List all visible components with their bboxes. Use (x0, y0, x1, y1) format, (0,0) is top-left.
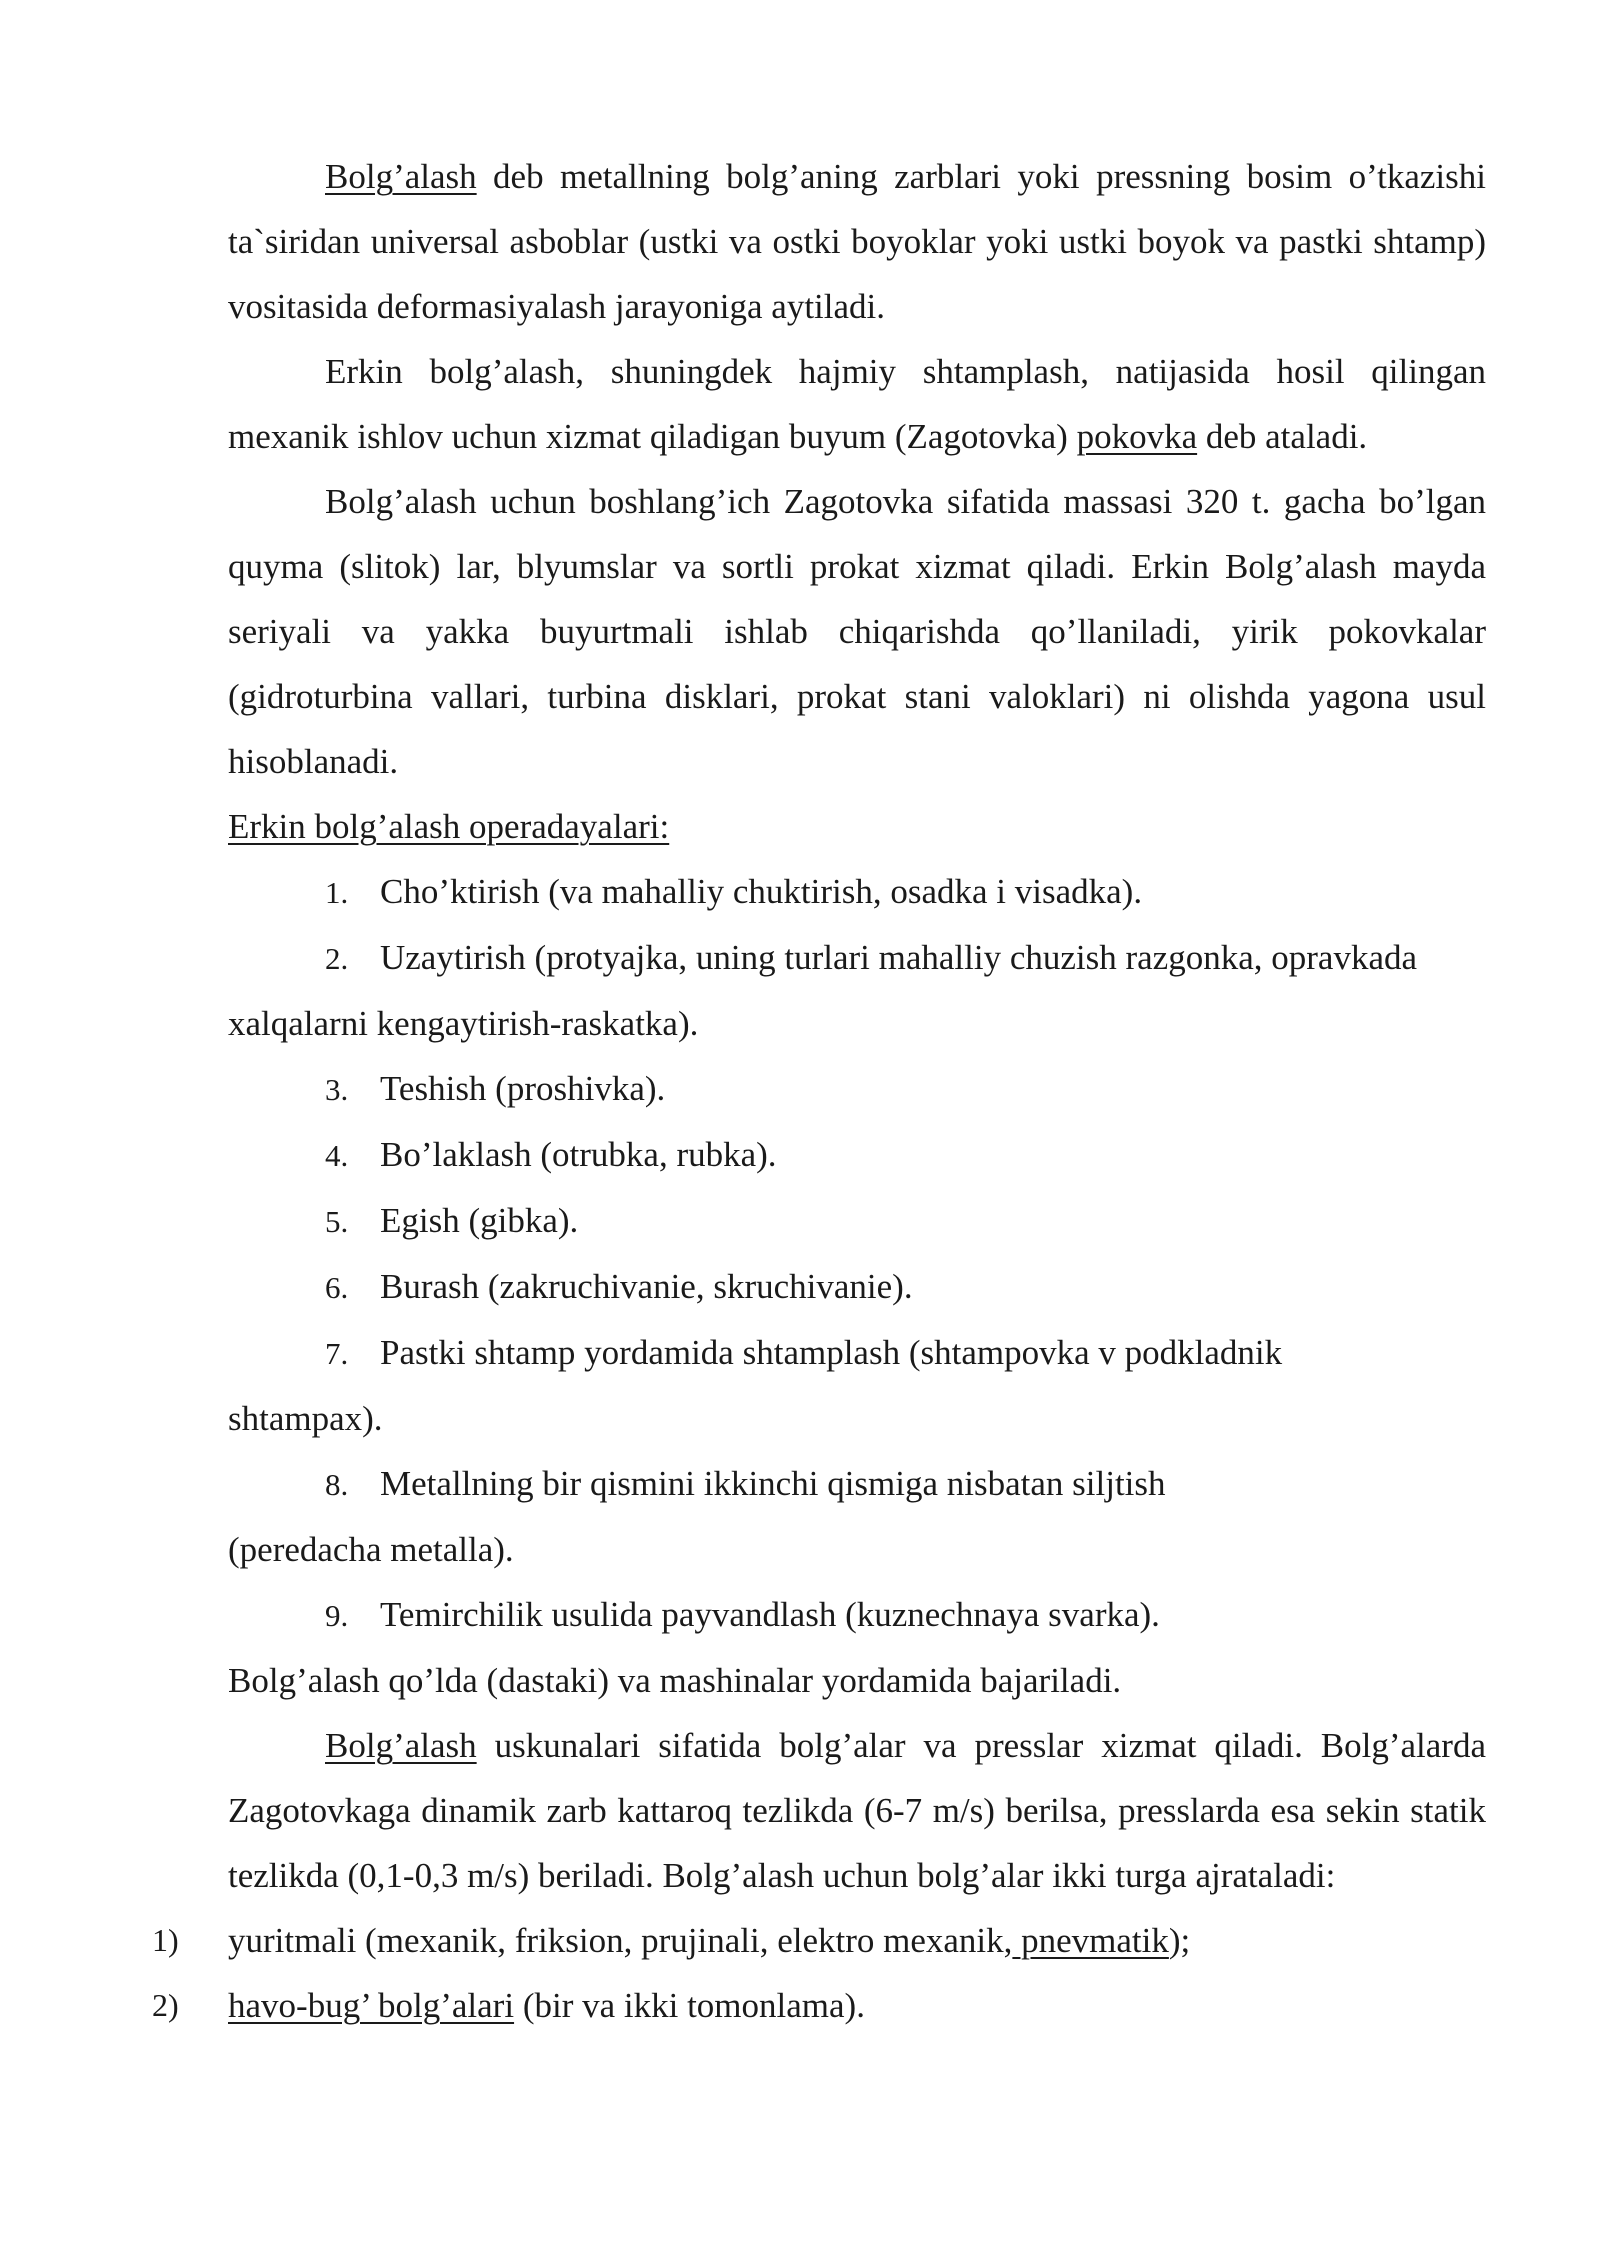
operation-text-continued: xalqalarni kengaytirish-raskatka). (228, 1004, 699, 1043)
paragraph-pokovka (228, 339, 1486, 469)
paragraph-methods: Bolg’alash qo’lda (dastaki) va mashinalar yordamida bajariladi. (228, 1661, 1122, 1700)
hammer-type-number: 1) (152, 1922, 179, 1958)
term-link-bolgalash-equipment[interactable]: Bolg’alash (325, 1726, 477, 1765)
operation-number: 5. (325, 1204, 349, 1239)
operation-number: 4. (325, 1138, 349, 1173)
hammer-type-number: 2) (152, 1987, 179, 2023)
operation-item (228, 1451, 1486, 1582)
paragraph-zagotovka: Bolg’alash uchun boshlang’ich Zagotovka sifatida massasi 320 t. gacha bo’lgan quyma (slitok) lar, blyumslar va sortli prokat xizmat qiladi. Erkin Bolg’alash mayda seriyali va yakka buyurtmali ishlab chiqarishda qo’llaniladi, yirik pokovkalar (gidroturbina vallari, turbina disklari, prokat stani valoklari) ni olishda yagona usul hisoblanadi. (228, 482, 1486, 781)
operation-text-continued: shtampax). (228, 1399, 383, 1438)
paragraph-definition-text: deb metallning bolg’aning zarblari yoki pressning bosim o’tkazishi ta`siridan universal asboblar (ustki va ostki boyoklar yoki ustki boyok va pastki shtamp) vositasida deformasiyalash jarayoniga aytiladi. (228, 157, 1486, 326)
operation-number: 6. (325, 1270, 349, 1305)
operation-item (228, 1320, 1486, 1451)
operations-list (228, 859, 1486, 1648)
term-link-bolgalash[interactable]: Bolg’alash (325, 157, 477, 196)
paragraph-pokovka-text-after: deb ataladi. (1197, 417, 1368, 456)
operation-number: 1. (325, 875, 349, 910)
term-link-havo-bug[interactable]: havo-bug’ bolg’alari (228, 1986, 515, 2025)
operation-item (228, 925, 1486, 1056)
term-link-pnevmatik[interactable]: pnevmatik (1012, 1921, 1169, 1960)
operation-text: Uzaytirish (protyajka, uning turlari mahalliy chuzish razgonka, opravkada (380, 938, 1418, 977)
hammer-types-list (152, 1908, 1486, 2038)
paragraph-definition (228, 144, 1486, 339)
paragraph-equipment (228, 1713, 1486, 1908)
operation-text: Egish (gibka). (380, 1201, 579, 1240)
paragraph-equipment-text: uskunalari sifatida bolg’alar va presslar xizmat qiladi. Bolg’alarda Zagotovkaga dinamik zarb kattaroq tezlikda (6-7 m/s) berilsa, presslarda esa sekin statik tezlikda (0,1-0,3 m/s) beriladi. Bolg’alash uchun bolg’alar ikki turga ajrataladi: (228, 1726, 1486, 1895)
hammer-type-text-after: (bir va ikki tomonlama). (514, 1986, 865, 2025)
operation-item (228, 1582, 1486, 1648)
operation-text: Temirchilik usulida payvandlash (kuznechnaya svarka). (380, 1595, 1160, 1634)
operation-item (228, 1122, 1486, 1188)
document-body (152, 144, 1486, 2038)
operation-item (228, 1188, 1486, 1254)
hammer-type-text: yuritmali (mexanik, friksion, prujinali, elektro mexanik, (228, 1921, 1013, 1960)
operation-number: 3. (325, 1072, 349, 1107)
operation-text: Bo’laklash (otrubka, rubka). (380, 1135, 777, 1174)
operations-heading: Erkin bolg’alash operadayalari: (228, 807, 670, 846)
hammer-type-item (152, 1908, 1486, 1973)
operation-item (228, 1056, 1486, 1122)
paragraph-pokovka-text-before: Erkin bolg’alash, shuningdek hajmiy shtamplash, natijasida hosil qilingan mexanik ishlov uchun xizmat qiladigan buyum (Zagotovka) (228, 352, 1486, 456)
operation-number: 2. (325, 941, 349, 976)
operation-item (228, 859, 1486, 925)
operation-text: Cho’ktirish (va mahalliy chuktirish, osadka i visadka). (380, 872, 1143, 911)
operation-text-continued: (peredacha metalla). (228, 1530, 514, 1569)
operation-number: 8. (325, 1467, 349, 1502)
operation-number: 7. (325, 1336, 349, 1371)
operation-text: Pastki shtamp yordamida shtamplash (shtampovka v podkladnik (380, 1333, 1283, 1372)
operation-number: 9. (325, 1598, 349, 1633)
operation-text: Metallning bir qismini ikkinchi qismiga nisbatan siljtish (380, 1464, 1166, 1503)
operation-text: Teshish (proshivka). (380, 1069, 666, 1108)
hammer-type-text-after: ); (1168, 1921, 1191, 1960)
operation-item (228, 1254, 1486, 1320)
term-link-pokovka[interactable]: pokovka (1076, 417, 1198, 456)
operation-text: Burash (zakruchivanie, skruchivanie). (380, 1267, 913, 1306)
hammer-type-item (152, 1973, 1486, 2038)
